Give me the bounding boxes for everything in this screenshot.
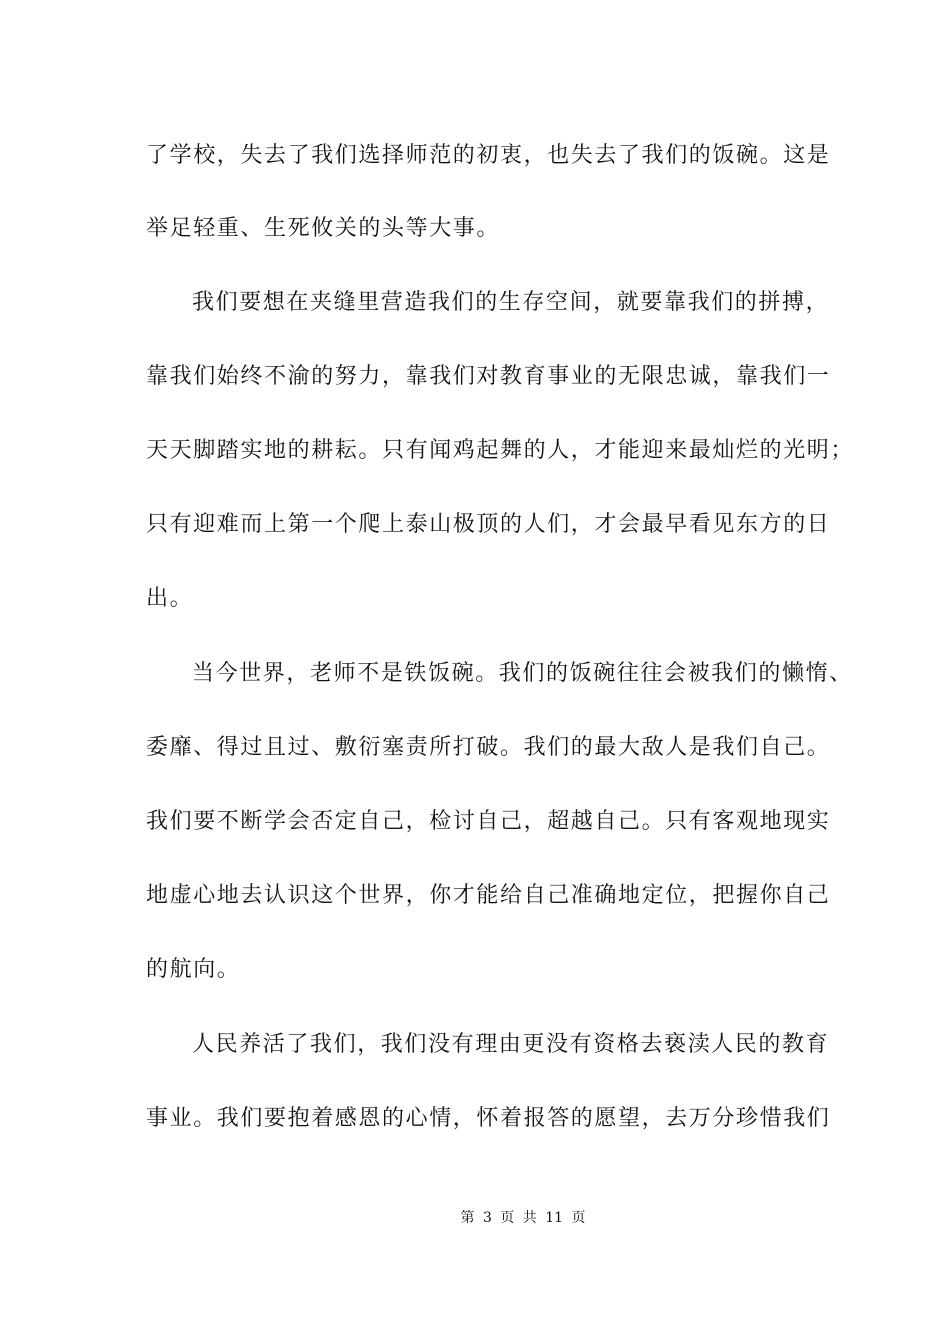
text-line: 出。: [146, 586, 194, 611]
text-line: 了学校，失去了我们选择师范的初衷，也失去了我们的饭碗。这是: [146, 143, 831, 168]
text-line: 委靡、得过且过、敷衍塞责所打破。我们的最大敌人是我们自己。: [146, 735, 831, 760]
text-line: 举足轻重、生死攸关的头等大事。: [146, 216, 501, 241]
paragraph-first-line: 我们要想在夹缝里营造我们的生存空间，就要靠我们的拼搏，: [192, 290, 830, 315]
paragraph-first-line: 当今世界，老师不是铁饭碗。我们的饭碗往往会被我们的懒惰、: [192, 661, 853, 686]
text-line: 的航向。: [146, 957, 241, 982]
text-line: 只有迎难而上第一个爬上泰山极顶的人们，才会最早看见东方的日: [146, 512, 831, 537]
text-line: 天天脚踏实地的耕耘。只有闻鸡起舞的人，才能迎来最灿烂的光明；: [146, 438, 855, 463]
text-line: 我们要不断学会否定自己，检讨自己，超越自己。只有客观地现实: [146, 809, 831, 834]
text-line: 靠我们始终不渝的努力，靠我们对教育事业的无限忠诚，靠我们一: [146, 364, 831, 389]
page-number-footer: 第 3 页 共 11 页: [460, 1210, 586, 1226]
text-line: 事业。我们要抱着感恩的心情，怀着报答的愿望，去万分珍惜我们: [146, 1106, 831, 1131]
text-line: 地虚心地去认识这个世界，你才能给自己准确地定位，把握你自己: [146, 883, 831, 908]
paragraph-first-line: 人民养活了我们，我们没有理由更没有资格去亵渎人民的教育: [192, 1032, 830, 1057]
